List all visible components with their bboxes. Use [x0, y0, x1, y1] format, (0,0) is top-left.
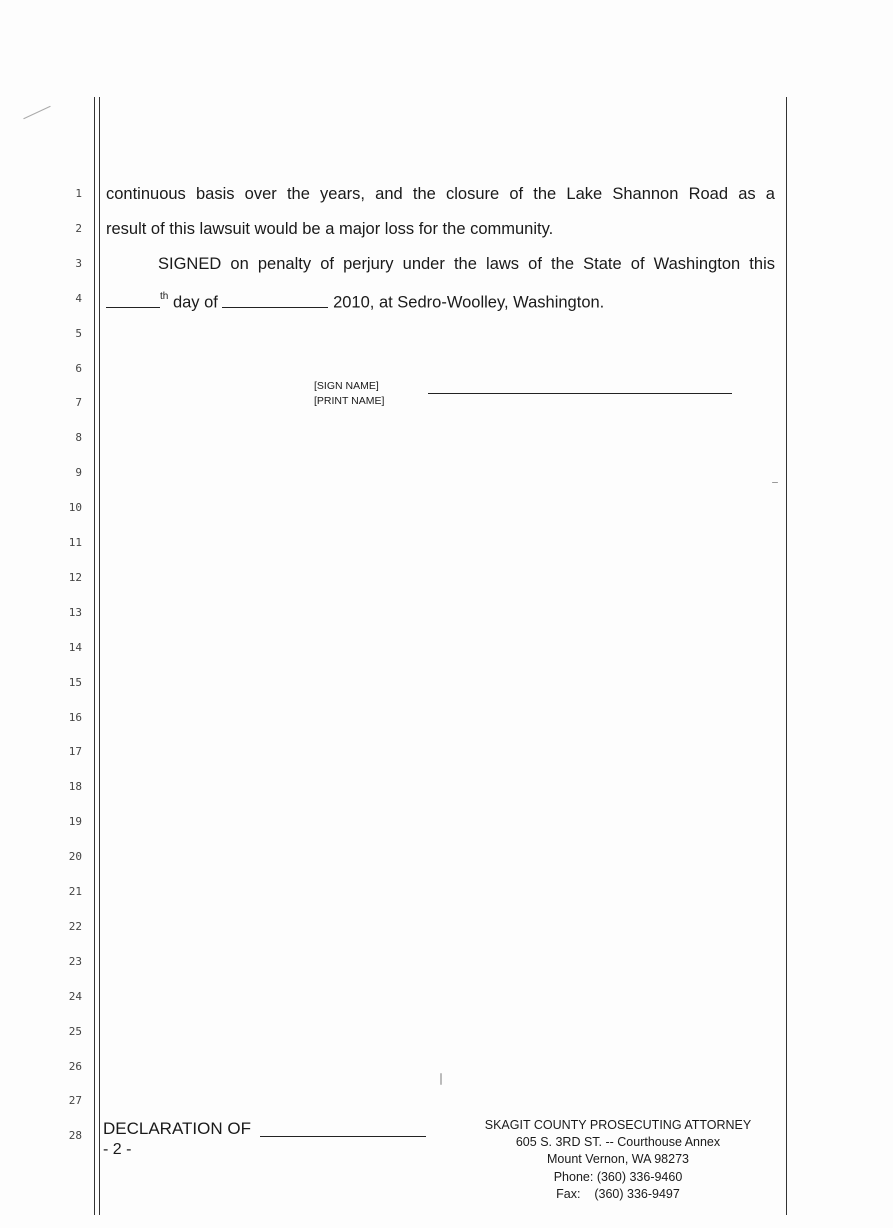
line-number: 26	[68, 1059, 82, 1073]
office-city: Mount Vernon, WA 98273	[547, 1152, 689, 1166]
line-number: 17	[68, 745, 82, 759]
signature-line[interactable]	[428, 393, 732, 394]
day-of-label: day of	[172, 293, 218, 312]
paragraph-line-2: result of this lawsuit would be a major loss for the community.	[106, 220, 554, 238]
line-number: 16	[68, 710, 82, 724]
office-address: 605 S. 3RD ST. -- Courthouse Annex	[515, 1135, 721, 1149]
line-number: 5	[75, 326, 82, 340]
right-margin-rule	[786, 97, 787, 1215]
page-number: - 2 -	[103, 1141, 132, 1158]
paragraph-line-4	[106, 289, 604, 313]
line-number: 7	[75, 396, 82, 410]
print-name-label: [PRINT NAME]	[314, 395, 385, 407]
line-number: 4	[75, 291, 82, 305]
scan-mark	[23, 106, 51, 120]
line-number: 3	[75, 256, 82, 270]
line-number: 25	[68, 1024, 82, 1038]
sign-name-label: [SIGN NAME]	[314, 380, 379, 392]
line-number: 9	[75, 466, 82, 480]
office-name: SKAGIT COUNTY PROSECUTING ATTORNEY	[484, 1118, 752, 1132]
line-number: 21	[68, 885, 82, 898]
phone-label: Phone:	[553, 1170, 594, 1184]
day-blank[interactable]	[106, 292, 160, 308]
declarant-name-line[interactable]	[260, 1136, 426, 1137]
office-fax	[468, 1186, 768, 1203]
line-number: 6	[75, 361, 82, 375]
fax-number: (360) 336-9497	[594, 1187, 680, 1201]
fax-label: Fax:	[556, 1187, 581, 1201]
line-number: 14	[68, 640, 82, 654]
left-margin-rule-inner	[99, 97, 100, 1215]
ordinal-suffix: th	[160, 291, 169, 302]
scan-mark	[772, 482, 778, 483]
scan-mark	[440, 1073, 442, 1085]
line-number: 24	[68, 989, 82, 1003]
line-number: 1	[75, 187, 82, 200]
declaration-label: DECLARATION OF	[103, 1119, 251, 1138]
line-number: 23	[68, 954, 82, 968]
date-location-text: 2010, at Sedro-Woolley, Washington.	[333, 293, 605, 312]
line-number: 28	[68, 1129, 82, 1143]
line-number: 18	[68, 780, 82, 794]
month-blank[interactable]	[222, 292, 328, 308]
line-number: 27	[68, 1094, 82, 1108]
line-number: 12	[68, 570, 82, 584]
line-number: 22	[68, 919, 82, 933]
line-number: 13	[68, 605, 82, 619]
line-number: 19	[68, 815, 82, 829]
left-margin-rule-outer	[94, 97, 95, 1215]
paragraph-line-3: SIGNED on penalty of perjury under the laws of the State of Washington this	[158, 255, 775, 273]
paragraph-line-1: continuous basis over the years, and the closure of the Lake Shannon Road as a	[106, 185, 775, 203]
line-number: 10	[68, 501, 82, 515]
line-number: 15	[68, 675, 82, 689]
phone-number: (360) 336-9460	[596, 1170, 683, 1184]
line-number: 20	[68, 850, 82, 864]
line-number: 2	[75, 221, 82, 235]
line-number: 11	[68, 536, 82, 549]
office-phone	[468, 1169, 768, 1186]
line-number: 8	[75, 431, 82, 445]
